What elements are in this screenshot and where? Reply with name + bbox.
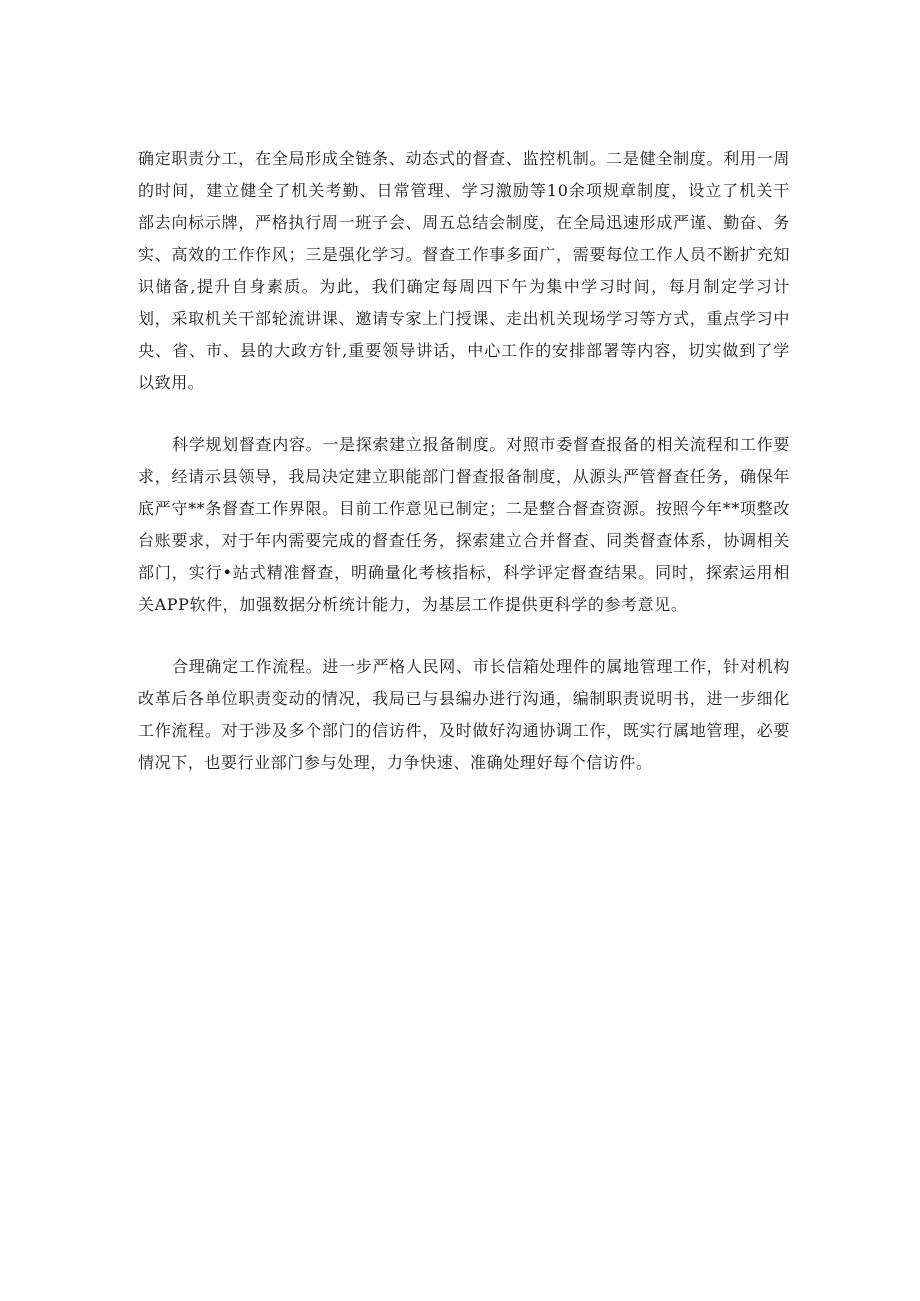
paragraph-1: 确定职责分工，在全局形成全链条、动态式的督查、监控机制。二是健全制度。利用一周的时间，建立健全了机关考勤、日常管理、学习激励等10余项规章制度，设立了机关干部去向标示牌，严格执行周一班子会、周五总结会制度，在全局迅速形成严谨、勤奋、务实、高效的工作作风；三是强化学习。督查工作事多面广，需要每位工作人员不断扩充知识储备,提升自身素质。为此，我们确定每周四下午为集中学习时间，每月制定学习计划，采取机关干部轮流讲课、邀请专家上门授课、走出机关现场学习等方式，重点学习中央、省、市、县的大政方针,重要领导讲话，中心工作的安排部署等内容，切实做到了学以致用。 bbox=[138, 149, 790, 392]
paragraph-2: 科学规划督查内容。一是探索建立报备制度。对照市委督查报备的相关流程和工作要求，经请示县领导，我局决定建立职能部门督查报备制度，从源头严管督查任务，确保年底严守**条督查工作界限。目前工作意见已制定；二是整合督查资源。按照今年**项整改台账要求，对于年内需要完成的督查任务，探索建立合并督查、同类督查体系，协调相关部门，实行•站式精准督查，明确量化考核指标，科学评定督查结果。同时，探索运用相关APP软件，加强数据分析统计能力，为基层工作提供更科学的参考意见。 bbox=[138, 435, 790, 614]
document-body bbox=[138, 143, 790, 779]
paragraph-3: 合理确定工作流程。进一步严格人民网、市长信箱处理件的属地管理工作，针对机构改革后各单位职责变动的情况，我局已与县编办进行沟通，编制职责说明书，进一步细化工作流程。对于涉及多个部门的信访件，及时做好沟通协调工作，既实行属地管理，必要情况下，也要行业部门参与处理，力争快速、准确处理好每个信访件。 bbox=[138, 657, 790, 772]
